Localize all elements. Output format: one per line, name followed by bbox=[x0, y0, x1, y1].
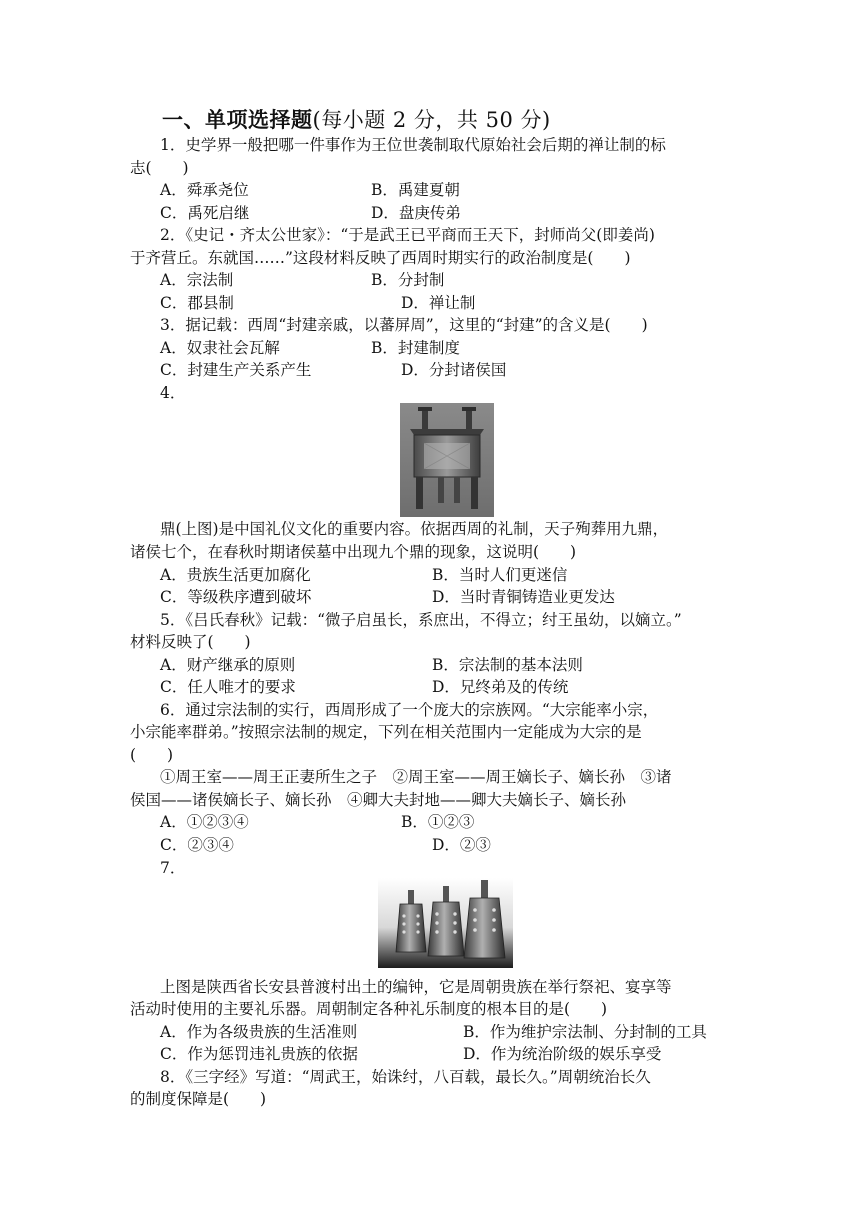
q4-option-b: B．当时人们更迷信 bbox=[432, 566, 568, 584]
q6-stem-line1: 6．通过宗法制的实行，西周形成了一个庞大的宗族网。“大宗能率小宗， bbox=[160, 701, 659, 719]
q8-stem-line2: 的制度保障是( ) bbox=[130, 1090, 267, 1108]
q8-stem-line1: 8．《三字经》写道：“周武王，始诛纣，八百载，最长久。”周朝统治长久 bbox=[160, 1068, 651, 1086]
q5-option-c: C．任人唯才的要求 bbox=[160, 678, 296, 696]
q2-stem-line2: 于齐营丘。东就国……”这段材料反映了西周时期实行的政治制度是( ) bbox=[130, 249, 631, 267]
q5-stem-line2: 材料反映了( ) bbox=[130, 633, 251, 651]
q1-option-a: A．舜承尧位 bbox=[160, 181, 249, 199]
q6-option-b: B．①②③ bbox=[401, 813, 475, 831]
q6-items-line1: ①周王室——周王正妻所生之子 ②周王室——周王嫡长子、嫡长孙 ③诸 bbox=[160, 768, 672, 786]
q5-option-a: A．财产继承的原则 bbox=[160, 656, 296, 674]
q7-stem-line1: 上图是陕西省长安县普渡村出土的编钟，它是周朝贵族在举行祭祀、宴享等 bbox=[160, 978, 672, 996]
q4-number: 4． bbox=[160, 384, 186, 402]
bronze-ding-photo bbox=[400, 403, 494, 517]
section-title-text: 一、单项选择题 bbox=[162, 108, 313, 132]
q6-stem-line3: ( ) bbox=[130, 746, 174, 764]
q2-option-b: B．分封制 bbox=[371, 271, 445, 289]
q6-option-d: D．②③ bbox=[432, 836, 491, 854]
section-score-note: (每小题 2 分，共 50 分) bbox=[312, 108, 551, 132]
q2-stem-line1: 2．《史记・齐太公世家》：“于是武王已平商而王天下，封师尚父(即姜尚) bbox=[160, 226, 655, 244]
q1-option-b: B．禹建夏朝 bbox=[371, 181, 460, 199]
q5-option-b: B．宗法制的基本法则 bbox=[432, 656, 583, 674]
q3-stem-line1: 3．据记载：西周“封建亲戚，以蕃屏周”，这里的“封建”的含义是( ) bbox=[160, 316, 648, 334]
q3-option-a: A．奴隶社会瓦解 bbox=[160, 339, 280, 357]
q5-stem-line1: 5．《吕氏春秋》记载：“微子启虽长，系庶出，不得立；纣王虽幼，以嫡立。” bbox=[160, 611, 682, 629]
q6-option-a: A．①②③④ bbox=[160, 813, 249, 831]
q7-option-a: A．作为各级贵族的生活准则 bbox=[160, 1023, 358, 1041]
q6-option-c: C．②③④ bbox=[160, 836, 234, 854]
section-title bbox=[162, 104, 551, 134]
bianzhong-bells-photo bbox=[378, 878, 513, 968]
q7-option-d: D．作为统治阶级的娱乐享受 bbox=[463, 1045, 662, 1063]
q3-option-b: B．封建制度 bbox=[371, 339, 460, 357]
q6-items-line2: 侯国——诸侯嫡长子、嫡长孙 ④卿大夫封地——卿大夫嫡长子、嫡长孙 bbox=[130, 791, 627, 809]
q5-option-d: D．兄终弟及的传统 bbox=[432, 678, 569, 696]
q4-stem-line1: 鼎(上图)是中国礼仪文化的重要内容。依据西周的礼制，天子殉葬用九鼎， bbox=[160, 520, 669, 538]
q7-number: 7． bbox=[160, 859, 186, 877]
q4-option-a: A．贵族生活更加腐化 bbox=[160, 566, 311, 584]
q1-option-c: C．禹死启继 bbox=[160, 204, 250, 222]
q1-stem-line1: 1．史学界一般把哪一件事作为王位世袭制取代原始社会后期的禅让制的标 bbox=[160, 136, 666, 154]
q3-option-d: D．分封诸侯国 bbox=[401, 361, 507, 379]
q1-option-d: D．盘庚传弟 bbox=[371, 204, 461, 222]
q6-stem-line2: 小宗能率群弟。”按照宗法制的规定，下列在相关范围内一定能成为大宗的是 bbox=[130, 723, 642, 741]
q2-option-a: A．宗法制 bbox=[160, 271, 234, 289]
q1-stem-line2: 志( ) bbox=[130, 159, 189, 177]
q7-stem-line2: 活动时使用的主要礼乐器。周朝制定各种礼乐制度的根本目的是( ) bbox=[130, 1000, 608, 1018]
q4-option-c: C．等级秩序遭到破坏 bbox=[160, 588, 312, 606]
q2-option-c: C．郡县制 bbox=[160, 294, 234, 312]
q3-option-c: C．封建生产关系产生 bbox=[160, 361, 312, 379]
q4-stem-line2: 诸侯七个，在春秋时期诸侯墓中出现九个鼎的现象，这说明( ) bbox=[130, 543, 577, 561]
q4-option-d: D．当时青铜铸造业更发达 bbox=[432, 588, 615, 606]
q2-option-d: D．禅让制 bbox=[401, 294, 476, 312]
q7-option-b: B．作为维护宗法制、分封制的工具 bbox=[463, 1023, 707, 1041]
q7-option-c: C．作为惩罚违礼贵族的依据 bbox=[160, 1045, 358, 1063]
